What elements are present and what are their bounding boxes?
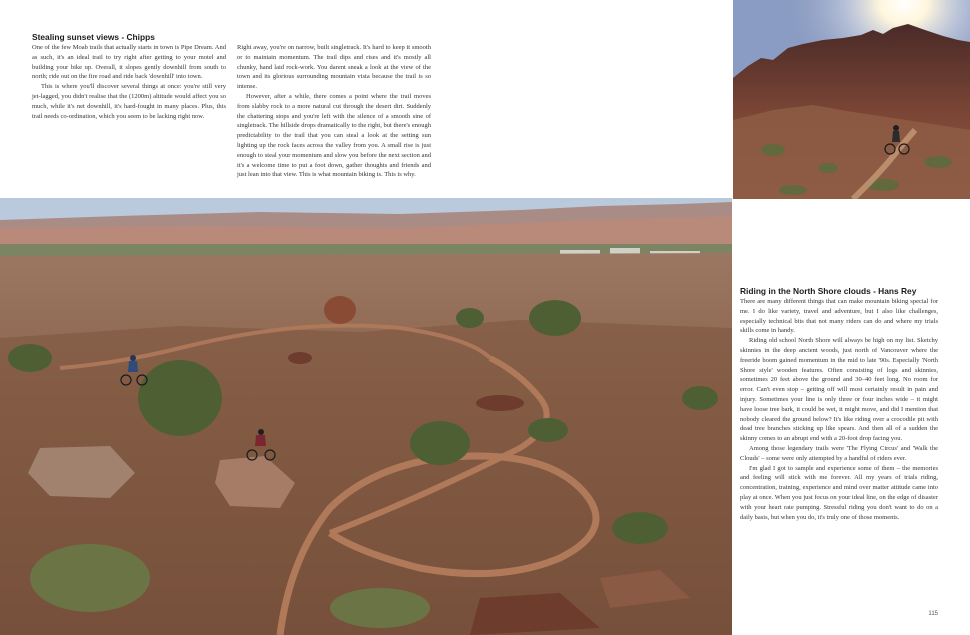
left-article-paragraph: One of the few Moab trails that actually starts in town is Pipe Dream. And as such, it's an ideal trail to try right after getting to your motel and building your bike up. Overall, it slopes gently downhill from south to north; ride out on the fire road and ride back 'downhill' into town.: [32, 44, 226, 81]
left-article-title: Stealing sunset views - Chipps: [32, 32, 155, 42]
left-article-column-2: [237, 43, 431, 180]
right-article-paragraph: Riding old school North Shore will always be high on my list. Sketchy skinnies in the deep ancient woods, just north of Vancouver where the freeride boom gained momentum in the mid to late '90s. Especially 'North Shore style' wooden features. Often consisting of logs and skinnies, sometimes 20 feet above the ground and 30–40 feet long. No room for error. Can't even stop – getting off will most certainly result in pain and injury. Sometimes your line is only three or four inches wide – it might have loose tree bark, it could be wet, it might move, and did I mention that nobody cleared the ground below? It's like riding over a crocodile pit with dead tree branches sticking up like spears. And then all of a sudden the skinny comes to an abrupt end with a 20-foot drop facing you.: [740, 337, 938, 443]
left-article-paragraph: This is where you'll discover several things at once: you're still very jet-lagged, you didn't realise that the (1200m) altitude would affect you so much, while it's net downhill, it's hard-fought in many places. Plus, this trail needs co-ordination, which you seem to be lacking right now.: [32, 83, 226, 120]
right-article-title: Riding in the North Shore clouds - Hans Rey: [740, 286, 917, 296]
right-article-paragraph: I'm glad I got to sample and experience some of them – the memories and feeling will stick with me forever. All my years of trials riding, concentration, training, experience and mind over matter attitude came into play at once. When you just focus on your ideal line, on the edge of disaster with your heart rate pumping. Stressful riding you don't want to do on a daily basis, but when you do, it's truly one of those moments.: [740, 464, 938, 521]
desert-singletrack-photo: [0, 198, 732, 635]
right-article-column: [740, 297, 938, 522]
left-article-column-1: [32, 43, 226, 121]
page-number: 115: [928, 611, 938, 617]
right-article-paragraph: There are many different things that can make mountain biking special for me. I do like variety, travel and adventure, but I also like challenges, especially technical bits that not many riders can do and where my trials skills come in handy.: [740, 298, 938, 335]
sunset-rider-photo: [733, 0, 970, 199]
right-article-paragraph: Among those legendary trails were 'The Flying Circus' and 'Walk the Clouds' – some were only attempted by a handful of riders ever.: [740, 444, 938, 462]
left-article-paragraph: However, after a while, there comes a point where the trail moves from slabby rock to a more natural cut through the desert dirt. Suddenly the chattering stops and you're left with the silence of a smooth sine of singletrack. The hillside drops dramatically to the right, but there's enough predictability to the trail that you can steal a look at the setting sun lighting up the rock faces across the valley from you. A small rise is just enough to steal your momentum and slow you before the next section and it's a welcome time to put a foot down, gather thoughts and friends and just lean into that view. This is what mountain biking is. This is why.: [237, 92, 431, 179]
left-article-paragraph: Right away, you're on narrow, built singletrack. It's hard to keep it smooth or to maintain momentum. The trail dips and rises and it's mostly all chunky, hand laid rock-work. You darent sneak a look at the view of the town and its glorious surrounding mountain vista because the trail is so intense.: [237, 44, 431, 91]
